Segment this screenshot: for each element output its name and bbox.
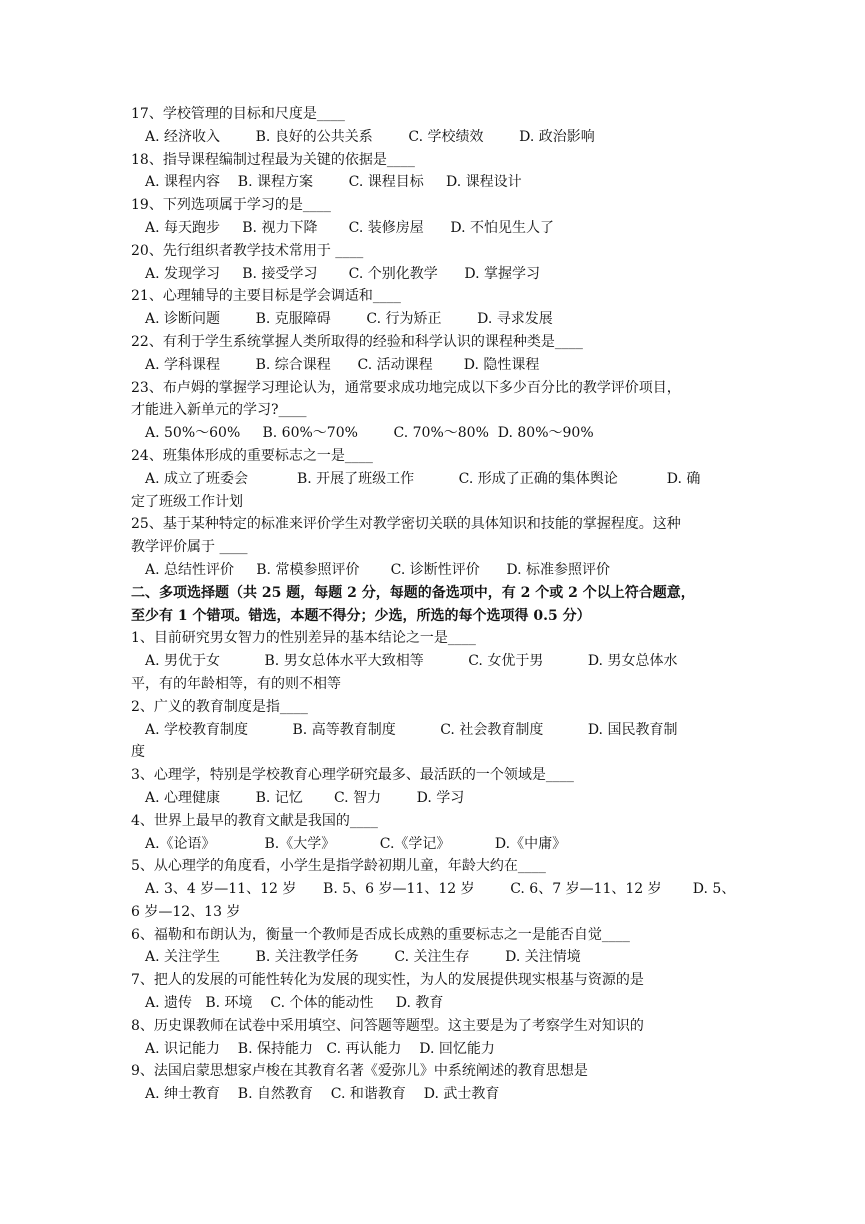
question-text-line: 1、目前研究男女智力的性别差异的基本结论之一是____ <box>131 630 476 647</box>
question-text-line: 22、有利于学生系统掌握人类所取得的经验和科学认识的课程种类是____ <box>131 333 583 350</box>
question-text-line: 6 岁—12、13 岁 <box>131 903 241 920</box>
answer-options-line: A. 男优于女 B. 男女总体水平大致相等 C. 女优于男 D. 男女总体水 <box>145 653 678 670</box>
question-text-line: 平，有的年龄相等，有的则不相等 <box>131 675 341 692</box>
question-text-line: 2、广义的教育制度是指____ <box>131 698 308 715</box>
answer-options-line: A. 总结性评价 B. 常模参照评价 C. 诊断性评价 D. 标准参照评价 <box>145 561 611 578</box>
answer-options-line: A. 发现学习 B. 接受学习 C. 个别化教学 D. 掌握学习 <box>145 265 541 282</box>
question-text-line: 度 <box>131 744 145 761</box>
question-text-line: 5、从心理学的角度看，小学生是指学龄初期儿童，年龄大约在____ <box>131 858 546 875</box>
answer-options-line: A. 经济收入 B. 良好的公共关系 C. 学校绩效 D. 政治影响 <box>145 128 595 145</box>
question-text-line: 4、世界上最早的教育文献是我国的____ <box>131 812 378 829</box>
question-text-line: 3、心理学，特别是学校教育心理学研究最多、最活跃的一个领域是____ <box>131 767 574 784</box>
question-text-line: 6、福勒和布朗认为，衡量一个教师是否成长成熟的重要标志之一是能否自觉____ <box>131 926 630 943</box>
question-text-line: 25、基于某种特定的标准来评价学生对教学密切关联的具体知识和技能的掌握程度。这种 <box>131 516 681 533</box>
answer-options-line: A. 关注学生 B. 关注教学任务 C. 关注生存 D. 关注情境 <box>145 949 581 966</box>
section-heading-line: 二、多项选择题（共 25 题，每题 2 分，每题的备选项中，有 2 个或 2 个以上符合题意， <box>131 584 695 601</box>
question-text-line: 17、学校管理的目标和尺度是____ <box>131 106 345 122</box>
answer-options-line: A. 遗传 B. 环境 C. 个体的能动性 D. 教育 <box>145 995 444 1012</box>
answer-options-line: A. 心理健康 B. 记忆 C. 智力 D. 学习 <box>145 789 465 806</box>
question-text-line: 19、下列选项属于学习的是____ <box>131 197 331 214</box>
question-text-line: 才能进入新单元的学习?____ <box>131 402 307 419</box>
answer-options-line: A. 识记能力 B. 保持能力 C. 再认能力 D. 回忆能力 <box>145 1040 495 1057</box>
answer-options-line: A. 每天跑步 B. 视力下降 C. 装修房屋 D. 不怕见生人了 <box>145 219 555 236</box>
section-heading-line: 至少有 1 个错项。错选，本题不得分；少选，所选的每个选项得 0.5 分） <box>131 607 591 624</box>
question-text-line: 24、班集体形成的重要标志之一是____ <box>131 447 373 464</box>
answer-options-line: A. 50%～60% B. 60%～70% C. 70%～80% D. 80%～90% <box>145 425 594 442</box>
question-text-line: 20、先行组织者教学技术常用于 ____ <box>131 242 364 259</box>
answer-options-line: A. 学校教育制度 B. 高等教育制度 C. 社会教育制度 D. 国民教育制 <box>145 721 678 738</box>
question-text-line: 18、指导课程编制过程最为关键的依据是____ <box>131 151 415 168</box>
question-text-line: 定了班级工作计划 <box>131 493 243 510</box>
answer-options-line: A. 3、4 岁—11、12 岁 B. 5、6 岁—11、12 岁 C. 6、7 岁—11、12 岁 D. 5、 <box>145 881 736 898</box>
answer-options-line: A.《论语》 B.《大学》 C.《学记》 D.《中庸》 <box>145 835 567 852</box>
answer-options-line: A. 课程内容 B. 课程方案 C. 课程目标 D. 课程设计 <box>145 174 522 191</box>
answer-options-line: A. 诊断问题 B. 克服障碍 C. 行为矫正 D. 寻求发展 <box>145 311 553 328</box>
answer-options-line: A. 成立了班委会 B. 开展了班级工作 C. 形成了正确的集体舆论 D. 确 <box>145 470 701 487</box>
question-text-line: 23、布卢姆的掌握学习理论认为，通常要求成功地完成以下多少百分比的教学评价项目， <box>131 379 681 396</box>
question-text-line: 9、法国启蒙思想家卢梭在其教育名著《爱弥儿》中系统阐述的教育思想是 <box>131 1063 588 1080</box>
question-text-line: 7、把人的发展的可能性转化为发展的现实性，为人的发展提供现实根基与资源的是 <box>131 972 644 989</box>
question-text-line: 教学评价属于 ____ <box>131 539 248 556</box>
question-text-line: 8、历史课教师在试卷中采用填空、问答题等题型。这主要是为了考察学生对知识的 <box>131 1017 644 1034</box>
answer-options-line: A. 学科课程 B. 综合课程 C. 活动课程 D. 隐性课程 <box>145 356 540 373</box>
question-text-line: 21、心理辅导的主要目标是学会调适和____ <box>131 288 401 305</box>
answer-options-line: A. 绅士教育 B. 自然教育 C. 和谐教育 D. 武士教育 <box>145 1086 500 1103</box>
exam-content <box>131 103 737 1106</box>
